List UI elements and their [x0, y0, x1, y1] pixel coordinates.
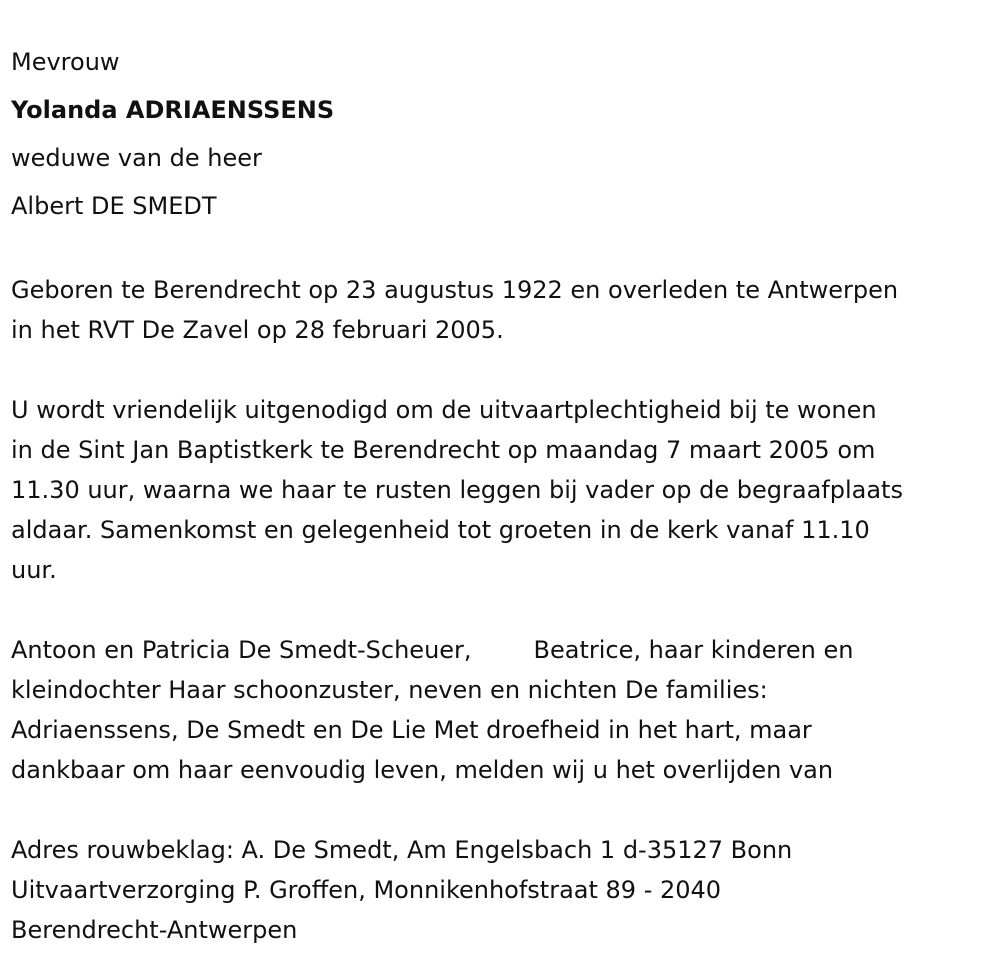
paragraph-line: aldaar. Samenkomst en gelegenheid tot groeten in de kerk vanaf 11.10: [11, 516, 870, 544]
paragraph-line: in de Sint Jan Baptistkerk te Berendrecht op maandag 7 maart 2005 om: [11, 436, 876, 464]
family-paragraph: [11, 630, 1000, 790]
funeral-paragraph: [11, 390, 1000, 590]
salutation: Mevrouw: [11, 48, 120, 76]
paragraph-line: 11.30 uur, waarna we haar te rusten leggen bij vader op de begraafplaats: [11, 476, 903, 504]
header-section: [11, 38, 1000, 230]
paragraph-line: in het RVT De Zavel op 28 februari 2005.: [11, 316, 504, 344]
paragraph-line: Adriaenssens, De Smedt en De Lie Met droefheid in het hart, maar: [11, 716, 812, 744]
family-names-part1: Antoon en Patricia De Smedt-Scheuer,: [11, 636, 472, 664]
birth-death-paragraph: [11, 270, 1000, 350]
paragraph-line: Geboren te Berendrecht op 23 augustus 1922 en overleden te Antwerpen: [11, 276, 899, 304]
paragraph-line: U wordt vriendelijk uitgenodigd om de uitvaartplechtigheid bij te wonen: [11, 396, 877, 424]
address-paragraph: [11, 830, 1000, 950]
spouse-name: Albert DE SMEDT: [11, 192, 217, 220]
paragraph-line: Adres rouwbeklag: A. De Smedt, Am Engelsbach 1 d-35127 Bonn: [11, 836, 793, 864]
relation-text: weduwe van de heer: [11, 144, 262, 172]
paragraph-line: [11, 630, 1000, 670]
family-names-part2: Beatrice, haar kinderen en: [533, 636, 854, 664]
paragraph-line: kleindochter Haar schoonzuster, neven en nichten De families:: [11, 676, 768, 704]
deceased-name: Yolanda ADRIAENSSENS: [11, 96, 335, 124]
paragraph-line: dankbaar om haar eenvoudig leven, melden wij u het overlijden van: [11, 756, 834, 784]
paragraph-line: Berendrecht-Antwerpen: [11, 916, 298, 944]
paragraph-line: uur.: [11, 556, 57, 584]
paragraph-line: Uitvaartverzorging P. Groffen, Monnikenhofstraat 89 - 2040: [11, 876, 722, 904]
